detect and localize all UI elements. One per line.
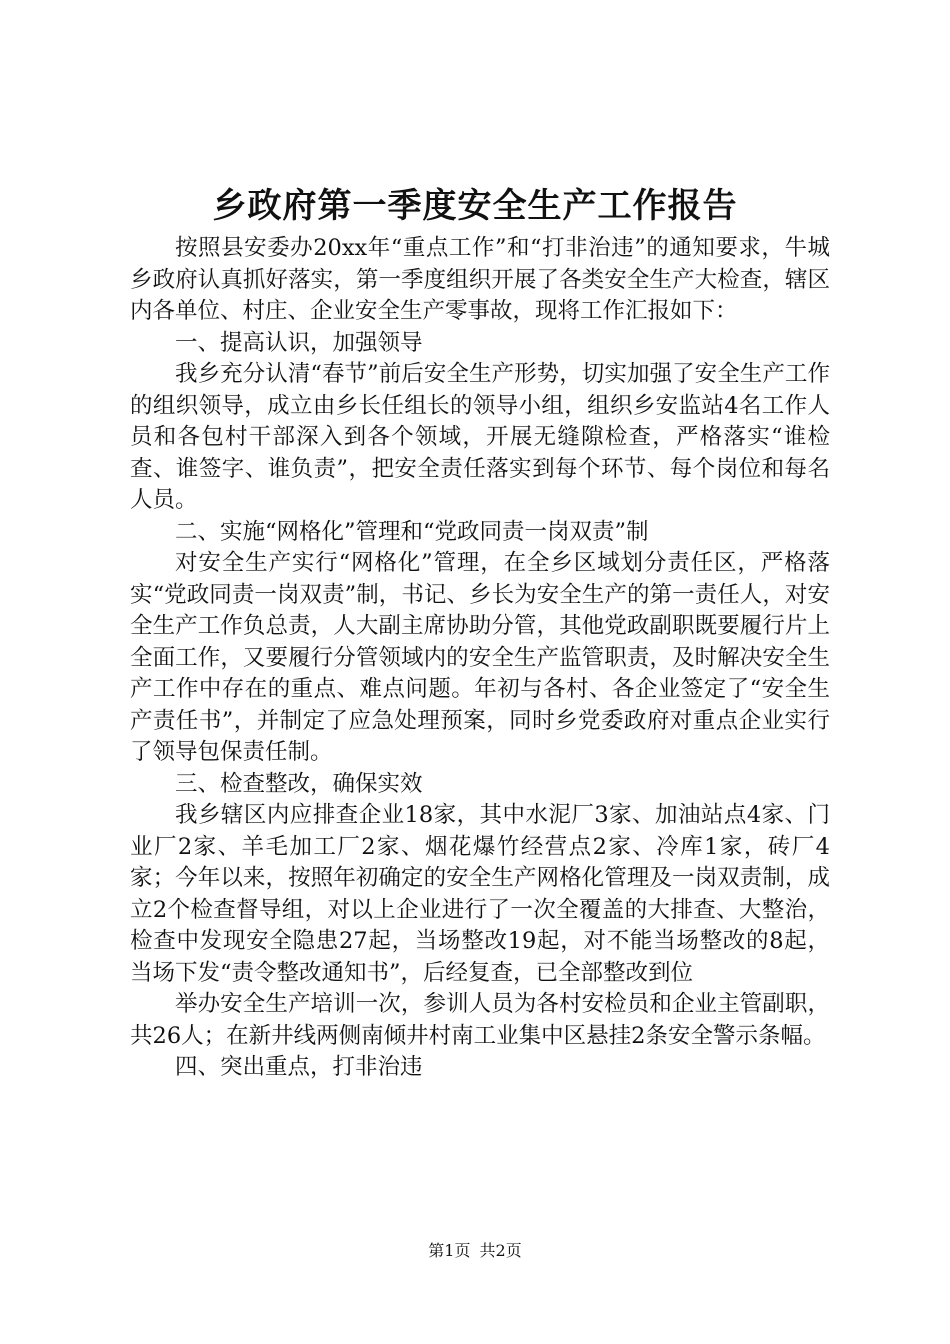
- section-2-paragraph: 对安全生产实行“网格化”管理，在全乡区域划分责任区，严格落实“党政同责一岗双责”制，书记、乡长为安全生产的第一责任人，对安全生产工作负总责，人大副主席协助分管，其他党政副职既要履行片上全面工作，又要履行分管领域内的安全生产监管职责，及时解决安全生产工作中存在的重点、难点问题。年初与各村、各企业签定了“安全生产责任书”，并制定了应急处理预案，同时乡党委政府对重点企业实行了领导包保责任制。: [130, 550, 830, 765]
- document-title: 乡政府第一季度安全生产工作报告: [212, 186, 738, 226]
- section-heading-4: 四、突出重点，打非治违: [175, 1054, 423, 1080]
- page-footer: [0, 1240, 950, 1262]
- intro-paragraph: 按照县安委办20xx年“重点工作”和“打非治违”的通知要求，牛城乡政府认真抓好落实，第一季度组织开展了各类安全生产大检查，辖区内各单位、村庄、企业安全生产零事故，现将工作汇报如下：: [130, 235, 830, 324]
- section-3-paragraph: 我乡辖区内应排查企业18家，其中水泥厂3家、加油站点4家、门业厂2家、羊毛加工厂2家、烟花爆竹经营点2家、冷库1家，砖厂4家；今年以来，按照年初确定的安全生产网格化管理及一岗双责制，成立2个检查督导组，对以上企业进行了一次全覆盖的大排查、大整治，检查中发现安全隐患27起，当场整改19起，对不能当场整改的8起，当场下发“责令整改通知书”，后经复查，已全部整改到位: [130, 802, 830, 986]
- section-heading-1: 一、提高认识，加强领导: [175, 329, 423, 356]
- section-3-training-paragraph: 举办安全生产培训一次，参训人员为各村安检员和企业主管副职，共26人；在新井线两侧南倾井村南工业集中区悬挂2条安全警示条幅。: [130, 991, 830, 1049]
- section-1-paragraph: 我乡充分认清“春节”前后安全生产形势，切实加强了安全生产工作的组织领导，成立由乡长任组长的领导小组，组织乡安监站4名工作人员和各包村干部深入到各个领域，开展无缝隙检查，严格落实“谁检查、谁签字、谁负责”，把安全责任落实到每个环节、每个岗位和每名人员。: [130, 361, 830, 513]
- page-number: 第1页: [428, 1241, 471, 1260]
- section-heading-3: 三、检查整改，确保实效: [175, 770, 423, 797]
- document-body: [130, 233, 830, 1084]
- section-heading-2: 二、实施“网格化”管理和“党政同责一岗双责”制: [175, 518, 649, 545]
- page-total: 共2页: [479, 1241, 522, 1260]
